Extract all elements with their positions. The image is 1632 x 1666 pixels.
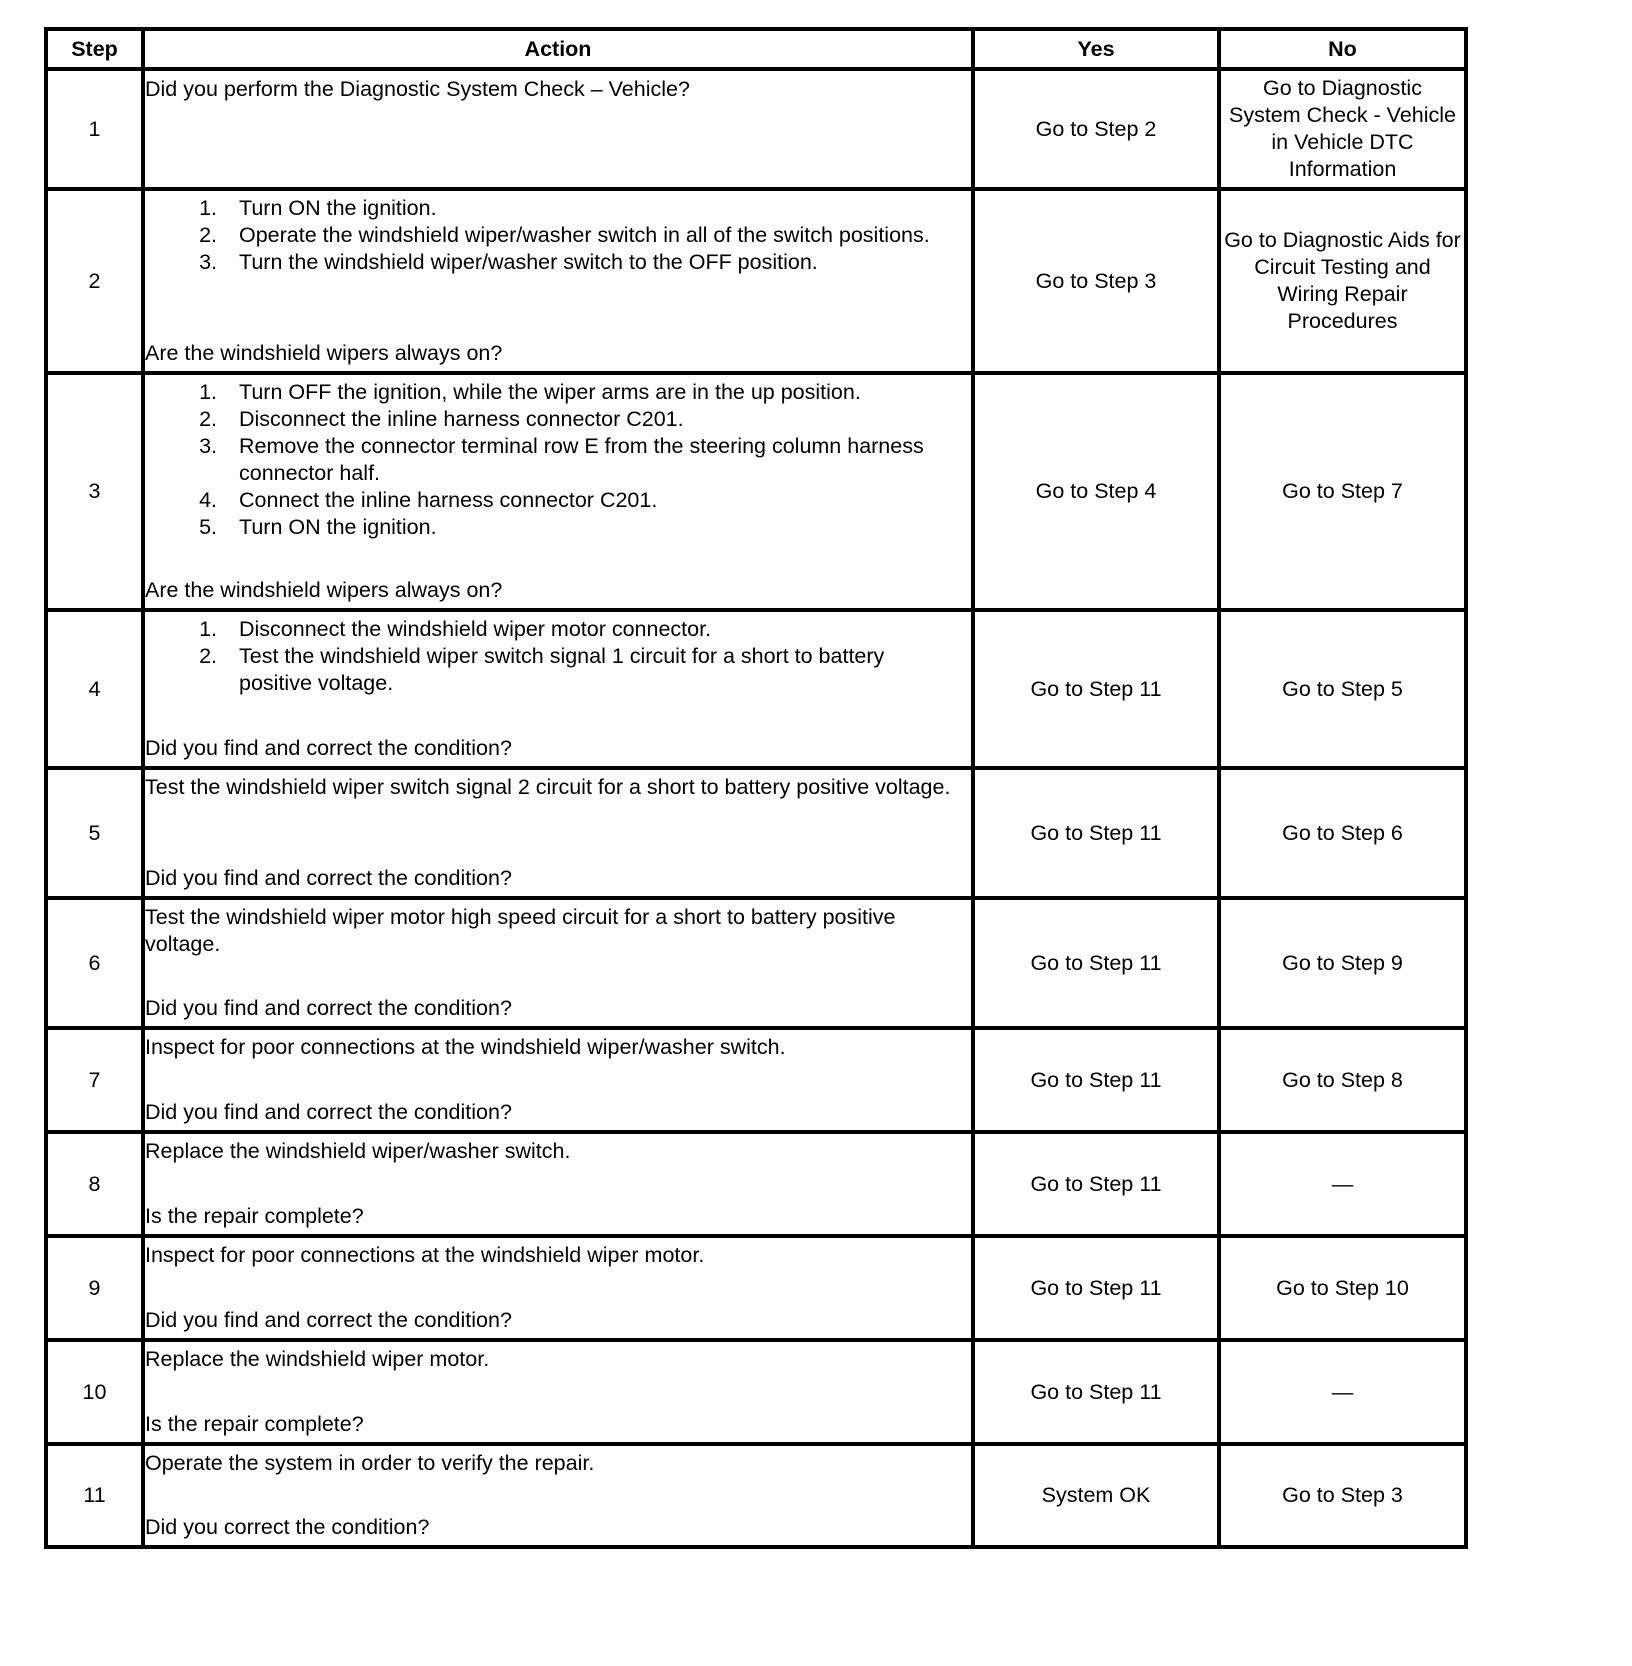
procedure-item-number: 1.: [199, 380, 217, 404]
diagnostic-table: [48, 31, 1464, 1545]
yes-result: Go to Step 4: [973, 373, 1219, 610]
table-row: [48, 1340, 1464, 1444]
header-no: No: [1219, 31, 1464, 69]
procedure-item: [145, 195, 971, 222]
procedure-item: [145, 433, 971, 487]
action-text: Replace the windshield wiper/washer switch.: [145, 1139, 571, 1163]
action-content: [145, 1238, 971, 1338]
action-cell: [143, 898, 973, 1028]
procedure-item: [145, 643, 971, 697]
step-number: 11: [48, 1444, 143, 1545]
action-top: [145, 72, 971, 103]
action-text: Operate the system in order to verify the repair.: [145, 1451, 595, 1475]
procedure-item: [145, 514, 971, 541]
action-top: [145, 1134, 971, 1165]
action-top: [145, 1342, 971, 1373]
action-cell: [143, 1444, 973, 1545]
action-question: Did you find and correct the condition?: [145, 1100, 512, 1124]
yes-result: System OK: [973, 1444, 1219, 1545]
procedure-item-number: 5.: [199, 515, 217, 539]
procedure-item: [145, 222, 971, 249]
action-question: Is the repair complete?: [145, 1412, 364, 1436]
action-question: Did you correct the condition?: [145, 1515, 430, 1539]
action-cell: [143, 373, 973, 610]
action-text: Test the windshield wiper motor high speed circuit for a short to battery positive voltage.: [145, 905, 896, 956]
action-content: [145, 375, 971, 608]
procedure-item-text: Disconnect the inline harness connector C201.: [239, 407, 684, 431]
action-question: Did you find and correct the condition?: [145, 736, 512, 760]
action-content: [145, 1030, 971, 1130]
procedure-item-number: 1.: [199, 617, 217, 641]
no-result: —: [1219, 1132, 1464, 1236]
action-top: [145, 191, 971, 276]
no-result: Go to Step 10: [1219, 1236, 1464, 1340]
procedure-item-text: Turn ON the ignition.: [239, 196, 437, 220]
procedure-item: [145, 487, 971, 514]
table-row: [48, 898, 1464, 1028]
procedure-item-text: Turn OFF the ignition, while the wiper arms are in the up position.: [239, 380, 861, 404]
yes-result: Go to Step 11: [973, 1236, 1219, 1340]
no-result: —: [1219, 1340, 1464, 1444]
action-question: Is the repair complete?: [145, 1204, 364, 1228]
procedure-item-number: 1.: [199, 196, 217, 220]
action-content: [145, 1446, 971, 1545]
yes-result: Go to Step 11: [973, 1132, 1219, 1236]
action-cell: [143, 69, 973, 189]
yes-result: Go to Step 2: [973, 69, 1219, 189]
action-text: Did you perform the Diagnostic System Check – Vehicle?: [145, 77, 690, 101]
table-row: [48, 768, 1464, 898]
header-row: [48, 31, 1464, 69]
header-action: Action: [143, 31, 973, 69]
step-number: 5: [48, 768, 143, 898]
step-number: 6: [48, 898, 143, 1028]
procedure-item-text: Operate the windshield wiper/washer switch in all of the switch positions.: [239, 223, 930, 247]
procedure-item-text: Disconnect the windshield wiper motor connector.: [239, 617, 712, 641]
table-row: [48, 373, 1464, 610]
action-question: Did you find and correct the condition?: [145, 996, 512, 1020]
action-cell: [143, 189, 973, 373]
procedure-item-number: 2.: [199, 407, 217, 431]
action-content: [145, 1134, 971, 1234]
table-body: [48, 69, 1464, 1545]
action-question: Are the windshield wipers always on?: [145, 341, 503, 365]
action-content: [145, 1342, 971, 1442]
procedure-item-number: 2.: [199, 223, 217, 247]
procedure-item: [145, 406, 971, 433]
yes-result: Go to Step 11: [973, 768, 1219, 898]
no-result: Go to Diagnostic System Check - Vehicle in Vehicle DTC Information: [1219, 69, 1464, 189]
yes-result: Go to Step 11: [973, 1028, 1219, 1132]
yes-result: Go to Step 11: [973, 898, 1219, 1028]
action-cell: [143, 768, 973, 898]
action-cell: [143, 1028, 973, 1132]
procedure-list: [145, 195, 971, 276]
table-row: [48, 1444, 1464, 1545]
procedure-list: [145, 379, 971, 541]
action-content: [145, 770, 971, 896]
procedure-item-text: Connect the inline harness connector C201.: [239, 488, 658, 512]
action-cell: [143, 1132, 973, 1236]
no-result: Go to Step 9: [1219, 898, 1464, 1028]
step-number: 7: [48, 1028, 143, 1132]
table-row: [48, 1028, 1464, 1132]
step-number: 1: [48, 69, 143, 189]
action-content: [145, 72, 971, 186]
procedure-item-text: Turn the windshield wiper/washer switch to the OFF position.: [239, 250, 818, 274]
action-top: [145, 1030, 971, 1061]
header-step: Step: [48, 31, 143, 69]
yes-result: Go to Step 11: [973, 610, 1219, 768]
action-content: [145, 612, 971, 766]
table-row: [48, 189, 1464, 373]
step-number: 10: [48, 1340, 143, 1444]
action-text: Inspect for poor connections at the windshield wiper/washer switch.: [145, 1035, 786, 1059]
action-top: [145, 900, 971, 958]
step-number: 9: [48, 1236, 143, 1340]
action-cell: [143, 1236, 973, 1340]
yes-result: Go to Step 11: [973, 1340, 1219, 1444]
action-top: [145, 1446, 971, 1477]
table-row: [48, 69, 1464, 189]
action-question: Did you find and correct the condition?: [145, 1308, 512, 1332]
procedure-item-text: Remove the connector terminal row E from the steering column harness connector half.: [239, 434, 924, 485]
action-top: [145, 1238, 971, 1269]
step-number: 2: [48, 189, 143, 373]
table-row: [48, 1236, 1464, 1340]
procedure-item-text: Turn ON the ignition.: [239, 515, 437, 539]
action-text: Inspect for poor connections at the windshield wiper motor.: [145, 1243, 705, 1267]
diagnostic-table-frame: [44, 27, 1468, 1549]
procedure-item-number: 2.: [199, 644, 217, 668]
no-result: Go to Step 5: [1219, 610, 1464, 768]
action-cell: [143, 1340, 973, 1444]
action-content: [145, 191, 971, 371]
no-result: Go to Step 7: [1219, 373, 1464, 610]
action-top: [145, 375, 971, 541]
action-cell: [143, 610, 973, 768]
action-content: [145, 900, 971, 1026]
procedure-item-number: 3.: [199, 434, 217, 458]
step-number: 8: [48, 1132, 143, 1236]
procedure-item: [145, 616, 971, 643]
procedure-item-number: 4.: [199, 488, 217, 512]
header-yes: Yes: [973, 31, 1219, 69]
no-result: Go to Diagnostic Aids for Circuit Testing and Wiring Repair Procedures: [1219, 189, 1464, 373]
action-top: [145, 612, 971, 697]
no-result: Go to Step 6: [1219, 768, 1464, 898]
no-result: Go to Step 8: [1219, 1028, 1464, 1132]
procedure-item-text: Test the windshield wiper switch signal 1 circuit for a short to battery positive voltage.: [239, 644, 885, 695]
no-result: Go to Step 3: [1219, 1444, 1464, 1545]
step-number: 3: [48, 373, 143, 610]
procedure-list: [145, 616, 971, 697]
action-question: Are the windshield wipers always on?: [145, 578, 503, 602]
table-row: [48, 1132, 1464, 1236]
step-number: 4: [48, 610, 143, 768]
procedure-item-number: 3.: [199, 250, 217, 274]
procedure-item: [145, 379, 971, 406]
procedure-item: [145, 249, 971, 276]
action-text: Replace the windshield wiper motor.: [145, 1347, 490, 1371]
table-row: [48, 610, 1464, 768]
yes-result: Go to Step 3: [973, 189, 1219, 373]
action-top: [145, 770, 971, 801]
action-text: Test the windshield wiper switch signal 2 circuit for a short to battery positive voltage.: [145, 775, 951, 799]
action-question: Did you find and correct the condition?: [145, 866, 512, 890]
